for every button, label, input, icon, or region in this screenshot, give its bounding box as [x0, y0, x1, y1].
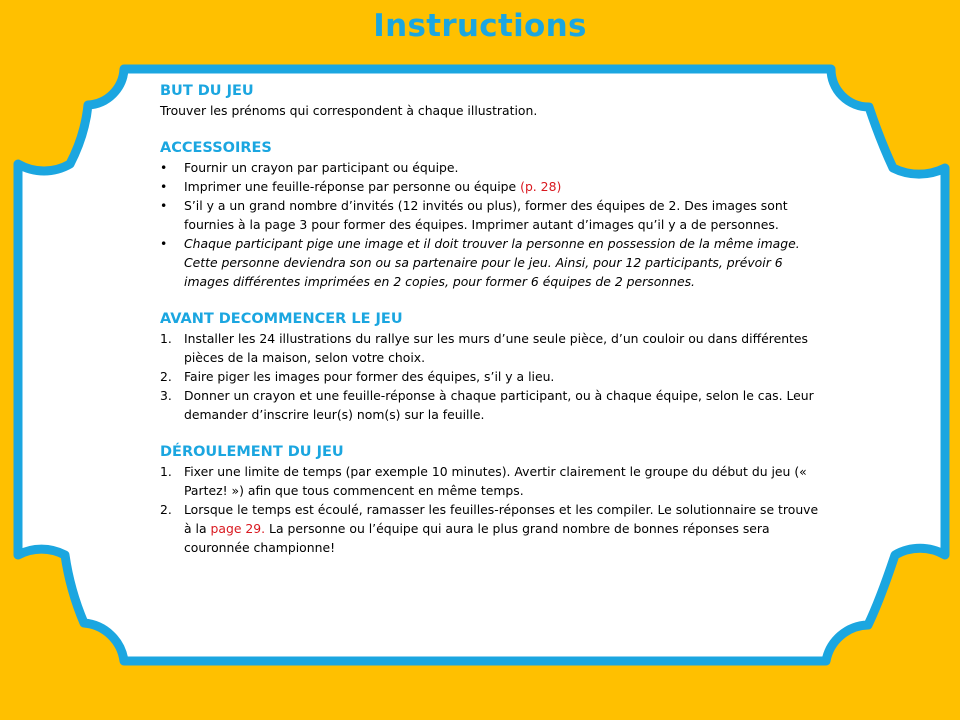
list-number: 1. — [160, 331, 172, 346]
bullet-marker: • — [160, 198, 168, 213]
list-number: 2. — [160, 502, 172, 517]
numbered-list — [160, 462, 820, 557]
list-item — [160, 158, 820, 177]
list-item — [160, 234, 820, 291]
list-number: 1. — [160, 464, 172, 479]
list-item-text-after: La personne ou l’équipe qui aura le plus grand nombre de bonnes réponses sera couronnée championne! — [184, 521, 770, 555]
list-number: 2. — [160, 369, 172, 384]
list-number: 3. — [160, 388, 172, 403]
bullet-marker: • — [160, 236, 168, 251]
section-heading: AVANT DECOMMENCER LE JEU — [160, 311, 403, 327]
section-but-du-jeu — [160, 82, 820, 120]
page-reference: page 29. — [210, 521, 266, 536]
section-accessoires — [160, 139, 820, 291]
list-item — [160, 367, 820, 386]
section-text: Trouver les prénoms qui correspondent à chaque illustration. — [160, 103, 538, 118]
list-item-text: Chaque participant pige une image et il doit trouver la personne en possession de la même image. Cette personne deviendra son ou sa partenaire pour le jeu. Ainsi, pour 12 participants, prévoir 6 images différentes imprimées en 2 copies, pour former 6 équipes de 2 personnes. — [184, 236, 800, 289]
bullet-marker: • — [160, 179, 168, 194]
list-item — [160, 329, 820, 367]
list-item-text: Fixer une limite de temps (par exemple 10 minutes). Avertir clairement le groupe du début du jeu (« Partez! ») afin que tous commencent en même temps. — [184, 464, 807, 498]
list-item — [160, 196, 820, 234]
section-avant-de-commencer — [160, 310, 820, 424]
list-item-text: Fournir un crayon par participant ou équipe. — [184, 160, 459, 175]
list-item-text: Faire piger les images pour former des équipes, s’il y a lieu. — [184, 369, 555, 384]
list-item-text: Installer les 24 illustrations du rallye sur les murs d’une seule pièce, d’un couloir ou dans différentes pièces de la maison, selon votre choix. — [184, 331, 808, 365]
section-deroulement — [160, 443, 820, 557]
section-heading: ACCESSOIRES — [160, 140, 272, 156]
list-item-text: S’il y a un grand nombre d’invités (12 invités ou plus), former des équipes de 2. Des images sont fournies à la page 3 pour former des équipes. Imprimer autant d’images qu’il y a de personnes. — [184, 198, 788, 232]
list-item-text: Lorsque le temps est écoulé, ramasser les feuilles-réponses et les compiler. Le solutionnaire se trouve à la — [184, 502, 819, 536]
list-item-text: Donner un crayon et une feuille-réponse à chaque participant, ou à chaque équipe, selon le cas. Leur demander d’inscrire leur(s) nom(s) sur la feuille. — [184, 388, 814, 422]
list-item-text: Imprimer une feuille-réponse par personne ou équipe — [184, 179, 521, 194]
bullet-marker: • — [160, 160, 168, 175]
list-item — [160, 386, 820, 424]
page-title: Instructions — [373, 8, 587, 44]
instructions-body — [160, 82, 820, 557]
page-reference: (p. 28) — [520, 179, 562, 194]
list-item — [160, 462, 820, 500]
section-heading: BUT DU JEU — [160, 83, 254, 99]
list-item — [160, 500, 820, 557]
list-item — [160, 177, 820, 196]
bullet-list — [160, 158, 820, 291]
numbered-list — [160, 329, 820, 424]
section-heading: DÉROULEMENT DU JEU — [160, 444, 344, 460]
